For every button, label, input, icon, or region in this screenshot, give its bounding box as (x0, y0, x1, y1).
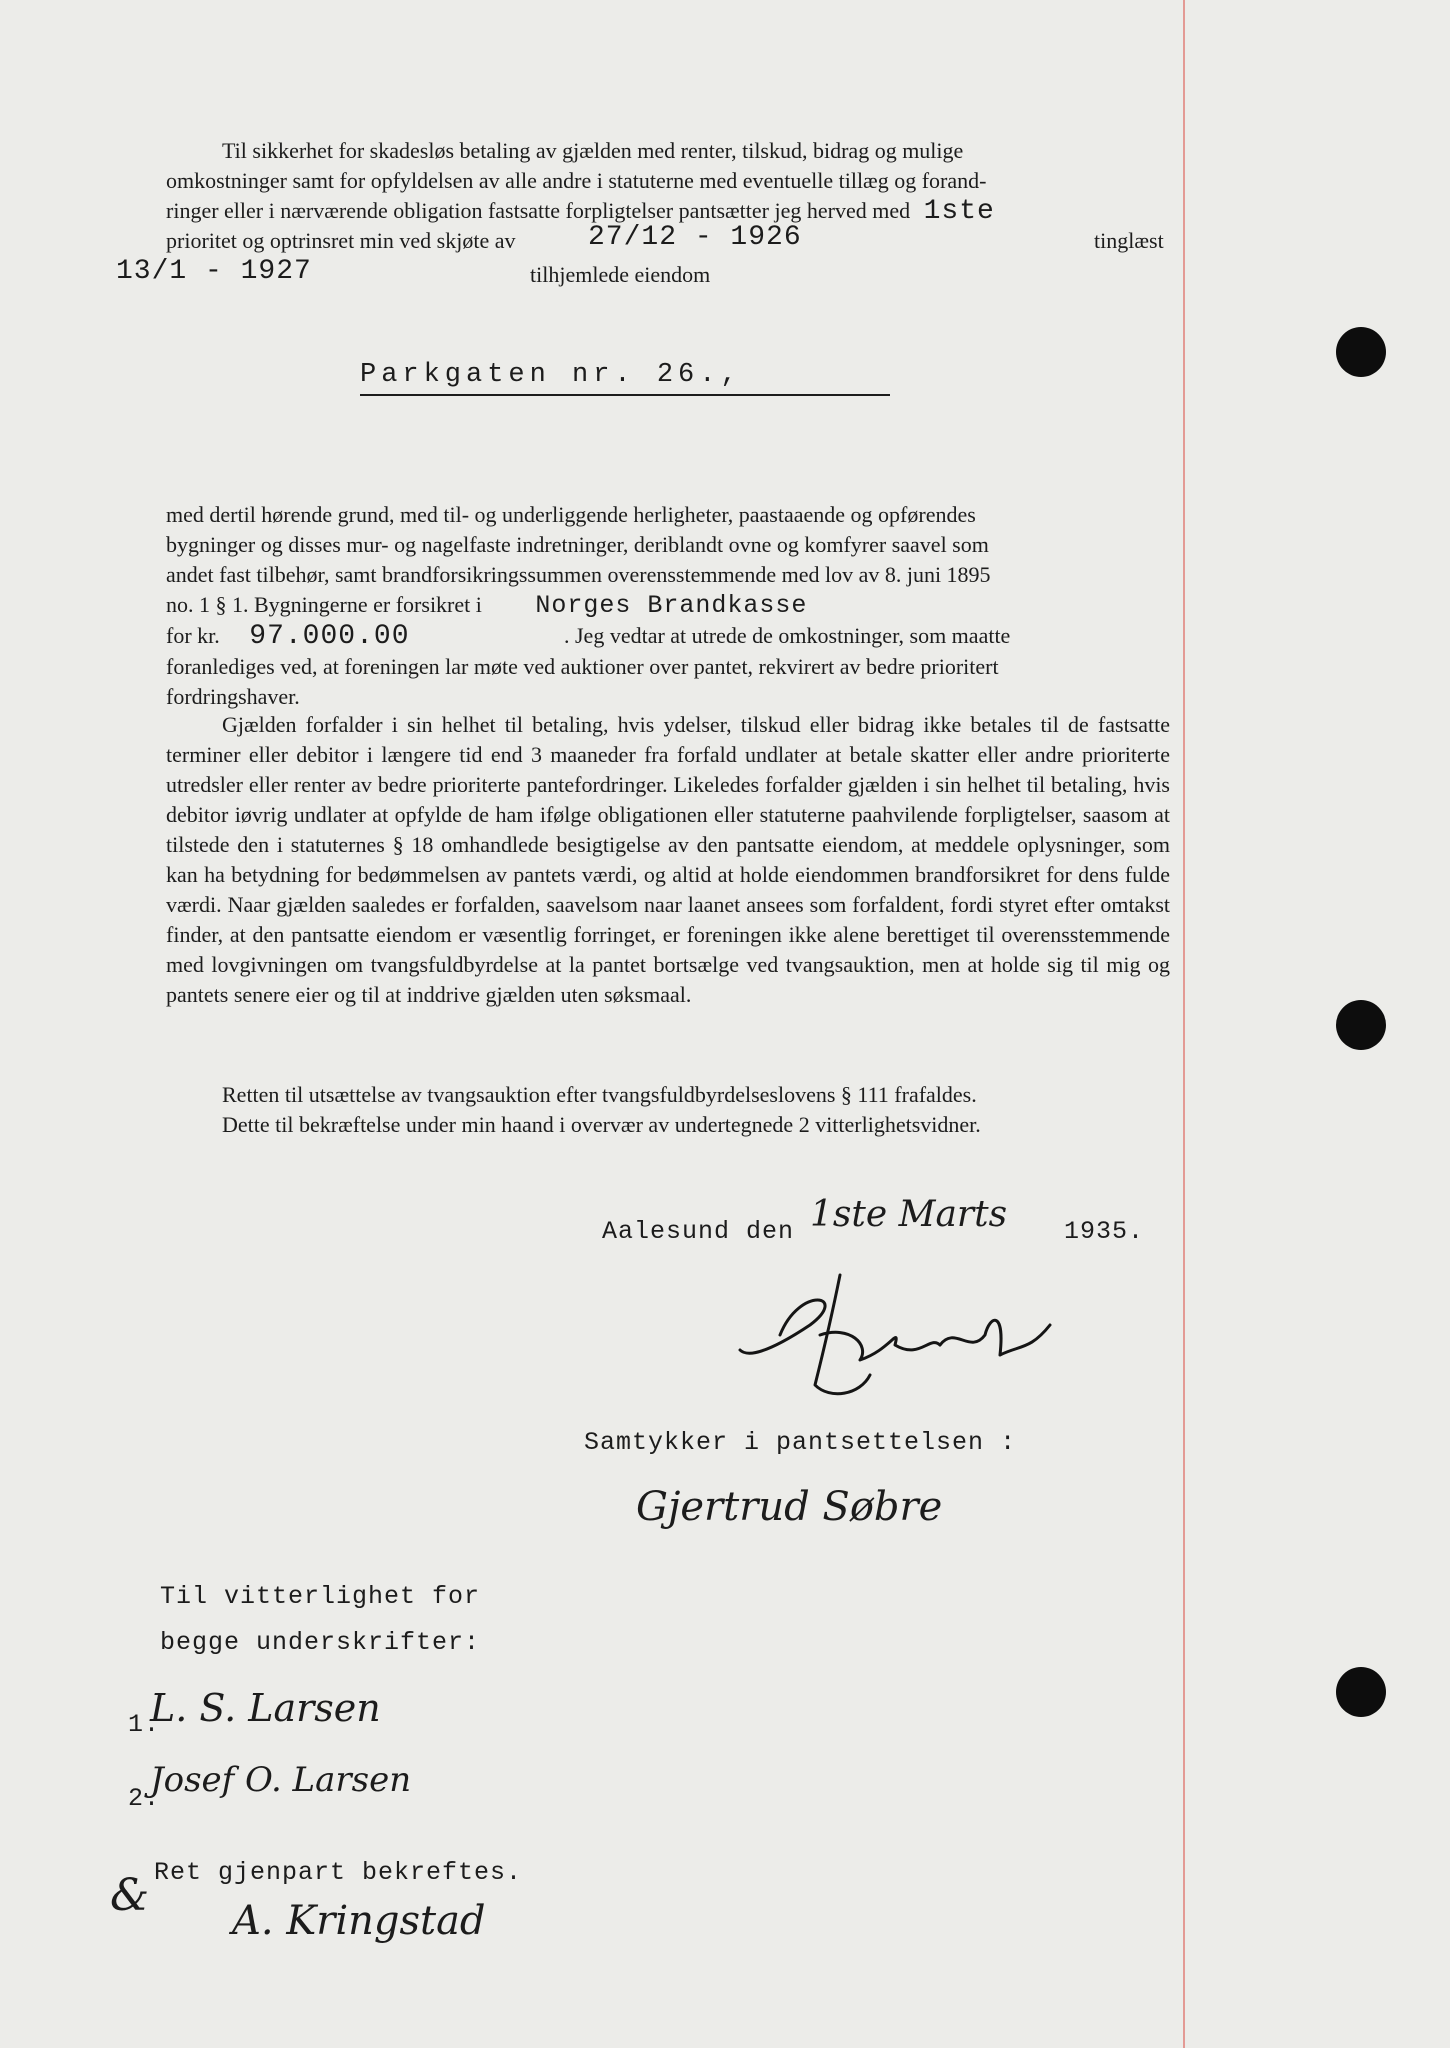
priority-field: 1ste (923, 196, 995, 227)
body-line-3: andet fast tilbehør, samt brandforsikringssummen overensstemmende med lov av 8. juni 1895 (166, 562, 991, 587)
property-label: tilhjemlede eiendom (530, 262, 711, 287)
body-line-1: med dertil hørende grund, med til- og underliggende herligheter, paastaaende og opførendes (166, 502, 976, 527)
punch-hole-bottom (1336, 1667, 1386, 1717)
certification-text: Ret gjenpart bekreftes. (154, 1858, 523, 1887)
body-line-6: foranlediges ved, at foreningen lar møte ved auktioner over pantet, rekvirert av bedre prioritert (166, 654, 999, 679)
witness-label-line-1: Til vitterlighet for (160, 1582, 481, 1611)
punch-hole-top (1336, 327, 1386, 377)
intro-line-1: Til sikkerhet for skadesløs betaling av gjælden med renter, tilskud, bidrag og mulige (222, 138, 964, 163)
witness-signature-1: L. S. Larsen (150, 1686, 381, 1730)
waiver-text: Retten til utsættelse av tvangsauktion efter tvangsfuldbyrdelseslovens § 111 frafaldes. (222, 1082, 977, 1107)
body-line-4 (166, 590, 1170, 621)
debtor-signature (720, 1265, 1080, 1405)
certification-initials: & (110, 1870, 150, 1921)
amount-field: 97.000.00 (249, 621, 410, 652)
property-heading: Parkgaten nr. 26., (360, 360, 890, 396)
body-line-4-text: no. 1 § 1. Bygningerne er forsikret i (166, 592, 482, 617)
margin-line (1183, 0, 1185, 2048)
intro-paragraph (166, 136, 1170, 227)
intro-line-4-text: prioritet og optrinsret min ved skjøte av (166, 228, 516, 253)
default-clause-text: Gjælden forfalder i sin helhet til betaling, hvis ydelser, tilskud eller bidrag ikke betales til de fastsatte terminer eller debitor i længere tid end 3 maaneder fra forfald undlater at betale skatter eller andre prioriterte utredsler eller renter av bedre prioriterte pantefordringer. Likeledes forfalder gjælden i sin helhet til betaling, hvis debitor iøvrig undlater at opfylde de ham ifølge obligationen eller statuterne paahvilende forpligtelser, saasom at tilstede den i statuternes § 18 omhandlede besigtigelse av den pantsatte eiendom, at meddele oplysninger, som kan ha betydning for bedømmelsen av pantets værdi, og altid at holde eiendommen brandforsikret for dens fulde værdi. Naar gjælden saaledes er forfalden, saavelsom naar laanet ansees som forfaldent, fordi styret efter omtakst finder, at den pantsatte eiendom er væsentlig forringet, er foreningen ikke alene berettiget til overensstemmende med lovgivningen om tvangsfuldbyrdelse at la pantet bortsælge ved tvangsauktion, men at holde sig til mig og pantets senere eier og til at inddrive gjælden uten søksmaal. (166, 712, 1170, 1007)
witness-number-2: 2. (128, 1784, 161, 1813)
witness-label-line-2: begge underskrifter: (160, 1628, 481, 1657)
intro-line-3-text: ringer eller i nærværende obligation fastsatte forpligtelser pantsætter jeg herved med (166, 198, 911, 223)
default-clause-paragraph (166, 710, 1170, 1010)
certifier-signature: A. Kringstad (232, 1898, 486, 1944)
body-line-5 (166, 621, 1170, 652)
body-line-7: fordringshaver. (166, 684, 300, 709)
waiver-paragraph (166, 1080, 1170, 1140)
intro-line-2: omkostninger samt for opfyldelsen av alle andre i statuterne med eventuelle tillæg og forand- (166, 168, 987, 193)
body-line-2: bygninger og disses mur- og nagelfaste indretninger, deriblandt ovne og komfyrer saavel som (166, 532, 989, 557)
insurer-field: Norges Brandkasse (535, 591, 808, 620)
place-date-year: 1935. (1064, 1217, 1145, 1246)
intro-line-4 (166, 226, 516, 256)
body-line-5-text: . Jeg vedtar at utrede de omkostninger, som maatte (564, 623, 1011, 648)
witness-number-1: 1. (128, 1710, 161, 1739)
consent-signature: Gjertrud Søbre (636, 1484, 943, 1530)
confirmation-text: Dette til bekræftelse under min haand i overvær av undertegnede 2 vitterlighetsvidner. (222, 1112, 981, 1137)
deed-date-field: 27/12 - 1926 (588, 222, 802, 253)
body-line-5-label: for kr. (166, 623, 220, 648)
registered-date-field: 13/1 - 1927 (116, 256, 312, 287)
handwritten-date: 1ste Marts (810, 1194, 1008, 1235)
punch-hole-middle (1336, 1000, 1386, 1050)
witness-signature-2: Josef O. Larsen (150, 1760, 412, 1800)
registered-label: tinglæst (1094, 228, 1164, 253)
consent-label: Samtykker i pantsettelsen : (584, 1428, 1017, 1457)
body-paragraph (166, 500, 1170, 712)
place-date-prefix: Aalesund den (602, 1217, 795, 1246)
